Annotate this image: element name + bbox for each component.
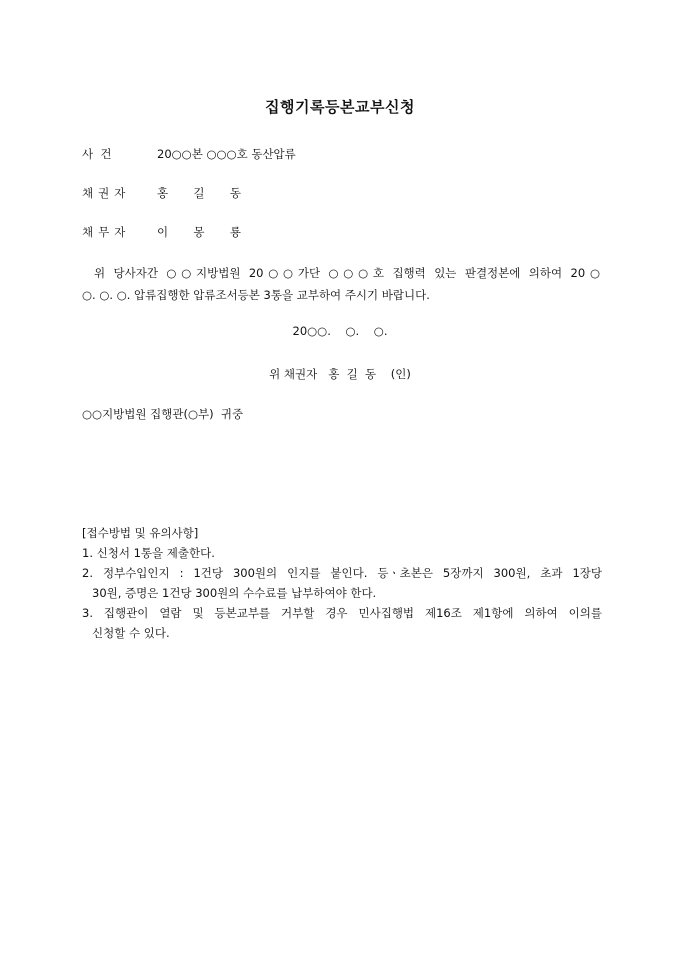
addressee: ○○지방법원 집행관(○부) 귀중 [82, 407, 244, 421]
document-title: 집행기록등본교부신청 [265, 98, 415, 116]
debtor-label: 채무자 [82, 225, 131, 239]
note-item-2-line-1: 2. 정부수입인지 : 1건당 300원의 인지를 붙인다. 등ㆍ초본은 5장까지 300원, 초과 1장당 [82, 566, 602, 580]
case-row [82, 146, 296, 162]
request-body-line-2: ○. ○. ○. 압류집행한 압류조서등본 3통을 교부하여 주시기 바랍니다. [82, 288, 430, 302]
note-item-1: 1. 신청서 1통을 제출한다. [82, 546, 215, 560]
request-body [82, 262, 600, 306]
debtor-value: 이 몽 룡 [157, 225, 247, 239]
debtor-row [82, 224, 247, 240]
request-body-line-1: 위 당사자간 ○○지방법원 20○○가단 ○○○호 집행력 있는 판결정본에 의하여 20○ [94, 266, 600, 280]
notes-heading: [접수방법 및 유의사항] [82, 526, 199, 540]
signature-line: 위 채권자 홍 길 동 (인) [269, 367, 411, 381]
case-value: 20○○본 ○○○호 동산압류 [157, 147, 296, 161]
creditor-row [82, 185, 247, 201]
note-item-3-line-1: 3. 집행관이 열람 및 등본교부를 거부할 경우 민사집행법 제16조 제1항에 의하여 이의를 [82, 606, 602, 620]
note-item-3-line-2: 신청할 수 있다. [92, 626, 170, 640]
application-date: 20○○. ○. ○. [292, 324, 388, 338]
case-label: 사 건 [82, 147, 112, 161]
notes-section [82, 523, 602, 643]
note-item-2-line-2: 30원, 증명은 1건당 300원의 수수료를 납부하여야 한다. [92, 586, 377, 600]
creditor-value: 홍 길 동 [157, 186, 247, 200]
creditor-label: 채권자 [82, 186, 131, 200]
